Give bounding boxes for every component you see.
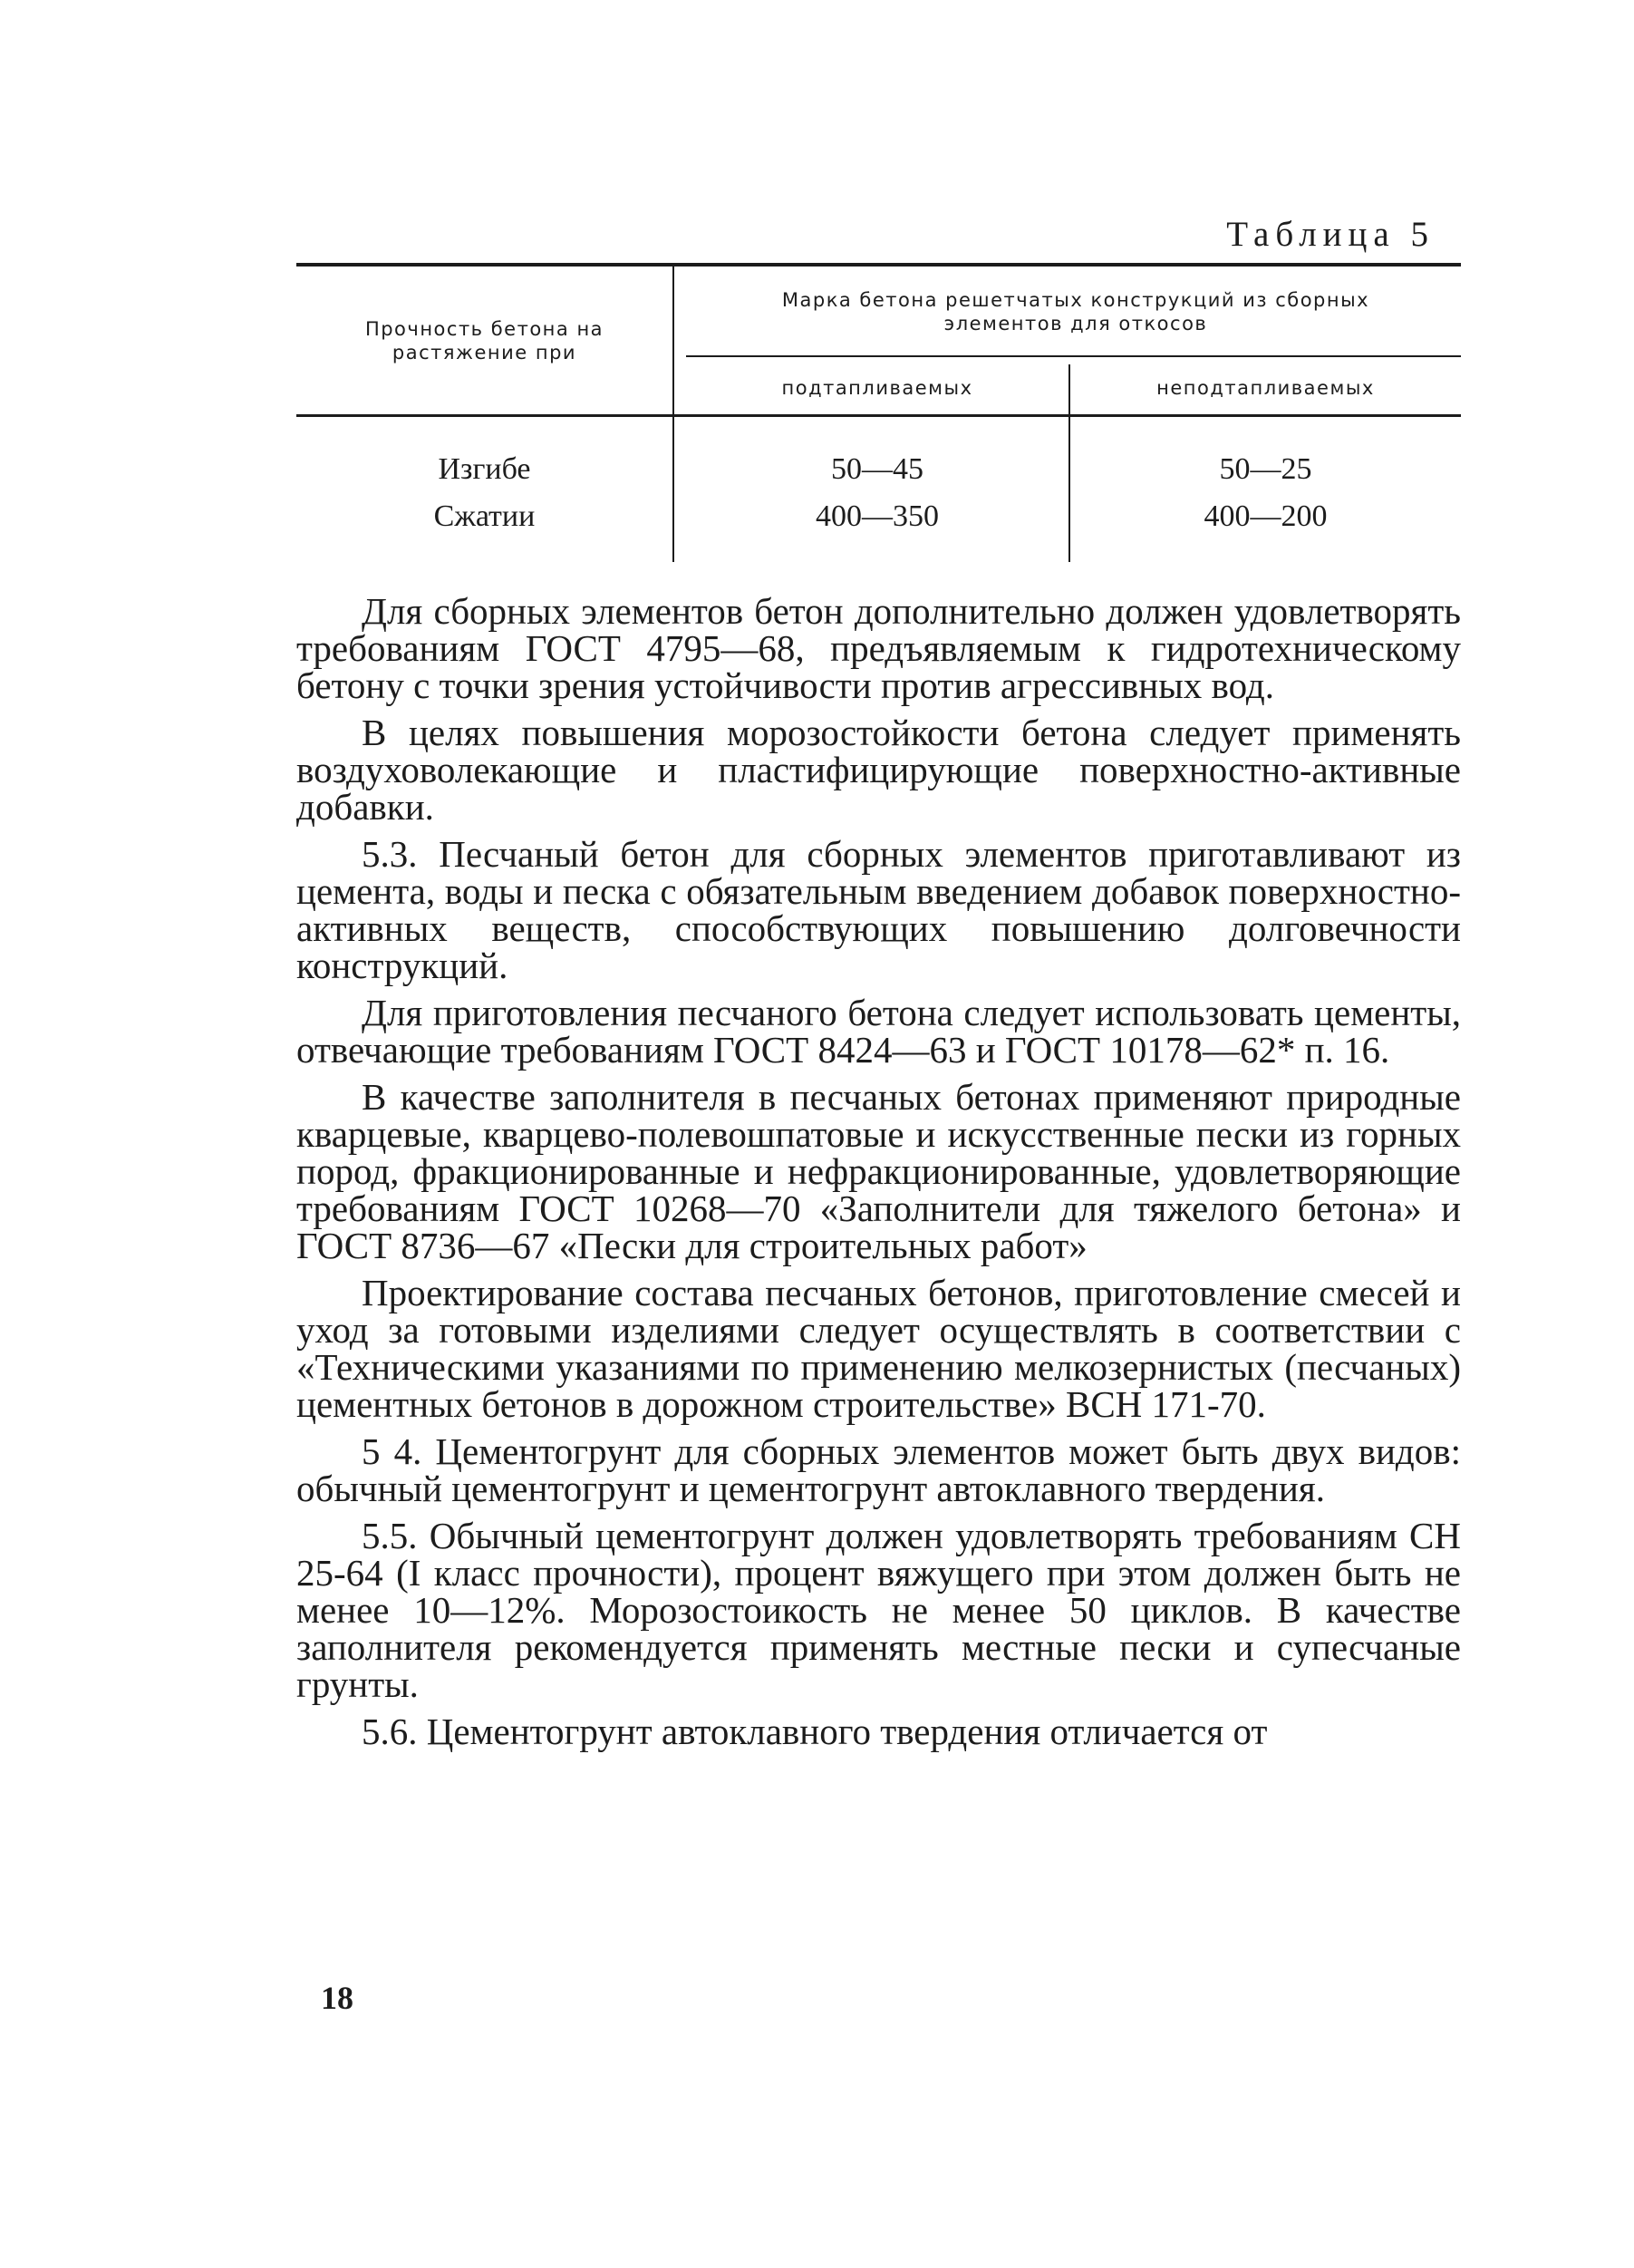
paragraph: 5 4. Цементогрунт для сборных элементов может быть двух видов: обычный цементогрунт и цементогрунт автоклавного твердения. [296,1430,1461,1509]
table-header-rule [296,414,1461,417]
table-top-rule [296,263,1461,267]
cell-bending-non-flooded: 50—25 [1219,452,1312,486]
paragraph: В целях повышения морозостойкости бетона следует применять воздуховолекающие и пластифицирующие поверхностно-активные добавки. [296,712,1461,828]
cell-bending-flooded: 50—45 [831,452,923,486]
paragraph: В качестве заполнителя в песчаных бетонах применяют природные кварцевые, кварцево-полевошпатовые и искусственные пески из горных пород, фракционированные и нефракционированные, удовлетворяющие требованиям ГОСТ 10268—70 «Заполнители для тяжелого бетона» и ГОСТ 8736—67 «Пески для строительных работ» [296,1076,1461,1266]
row-label-compression: Сжатии [433,499,536,533]
paragraph: 5.6. Цементогрунт автоклавного твердения отличается от [362,1711,1268,1752]
subheader-non-flooded: неподтапливаемых [1156,377,1375,399]
paragraph: 5.3. Песчаный бетон для сборных элементов приготавливают из цемента, воды и песка с обязательным введением добавок поверхностно-активных веществ, способствующих повышению долговечности конструкций. [296,833,1461,986]
cell-compression-non-flooded: 400—200 [1204,499,1328,533]
page-number: 18 [321,1980,353,2016]
data-table [296,263,1461,562]
cell-compression-flooded: 400—350 [816,499,939,533]
col1-header: Прочность бетона на растяжение при [364,318,604,363]
row-label-bending: Изгибе [438,452,531,486]
body-text [296,590,1461,1760]
table-group-rule [686,355,1461,357]
table-col-divider [672,263,674,562]
subheader-flooded: подтапливаемых [781,377,973,399]
table-caption: Таблица 5 [1226,215,1435,254]
paragraph: 5.5. Обычный цементогрунт должен удовлетворять требованиям СН 25-64 (I класс прочности), процент вяжущего при этом должен быть не менее 10—12%. Морозостоикость не менее 50 циклов. В качестве заполнителя рекомендуется применять местные пески и супесчаные грунты. [296,1515,1461,1705]
paragraph: Для сборных элементов бетон дополнительно должен удовлетворять требованиям ГОСТ 4795—68, предъявляемым к гидротехническому бетону с точки зрения устойчивости против агрессивных вод. [296,590,1461,706]
group-header: Марка бетона решетчатых конструкций из сборных элементов для откосов [781,289,1370,334]
paragraph: Проектирование состава песчаных бетонов, приготовление смесей и уход за готовыми изделиями следует осуществлять в соответствии с «Техническими указаниями по применению мелкозернистых (песчаных) цементных бетонов в дорожном строительстве» ВСН 171-70. [296,1272,1461,1425]
paragraph: Для приготовления песчаного бетона следует использовать цементы, отвечающие требованиям ГОСТ 8424—63 и ГОСТ 10178—62* п. 16. [296,992,1461,1071]
